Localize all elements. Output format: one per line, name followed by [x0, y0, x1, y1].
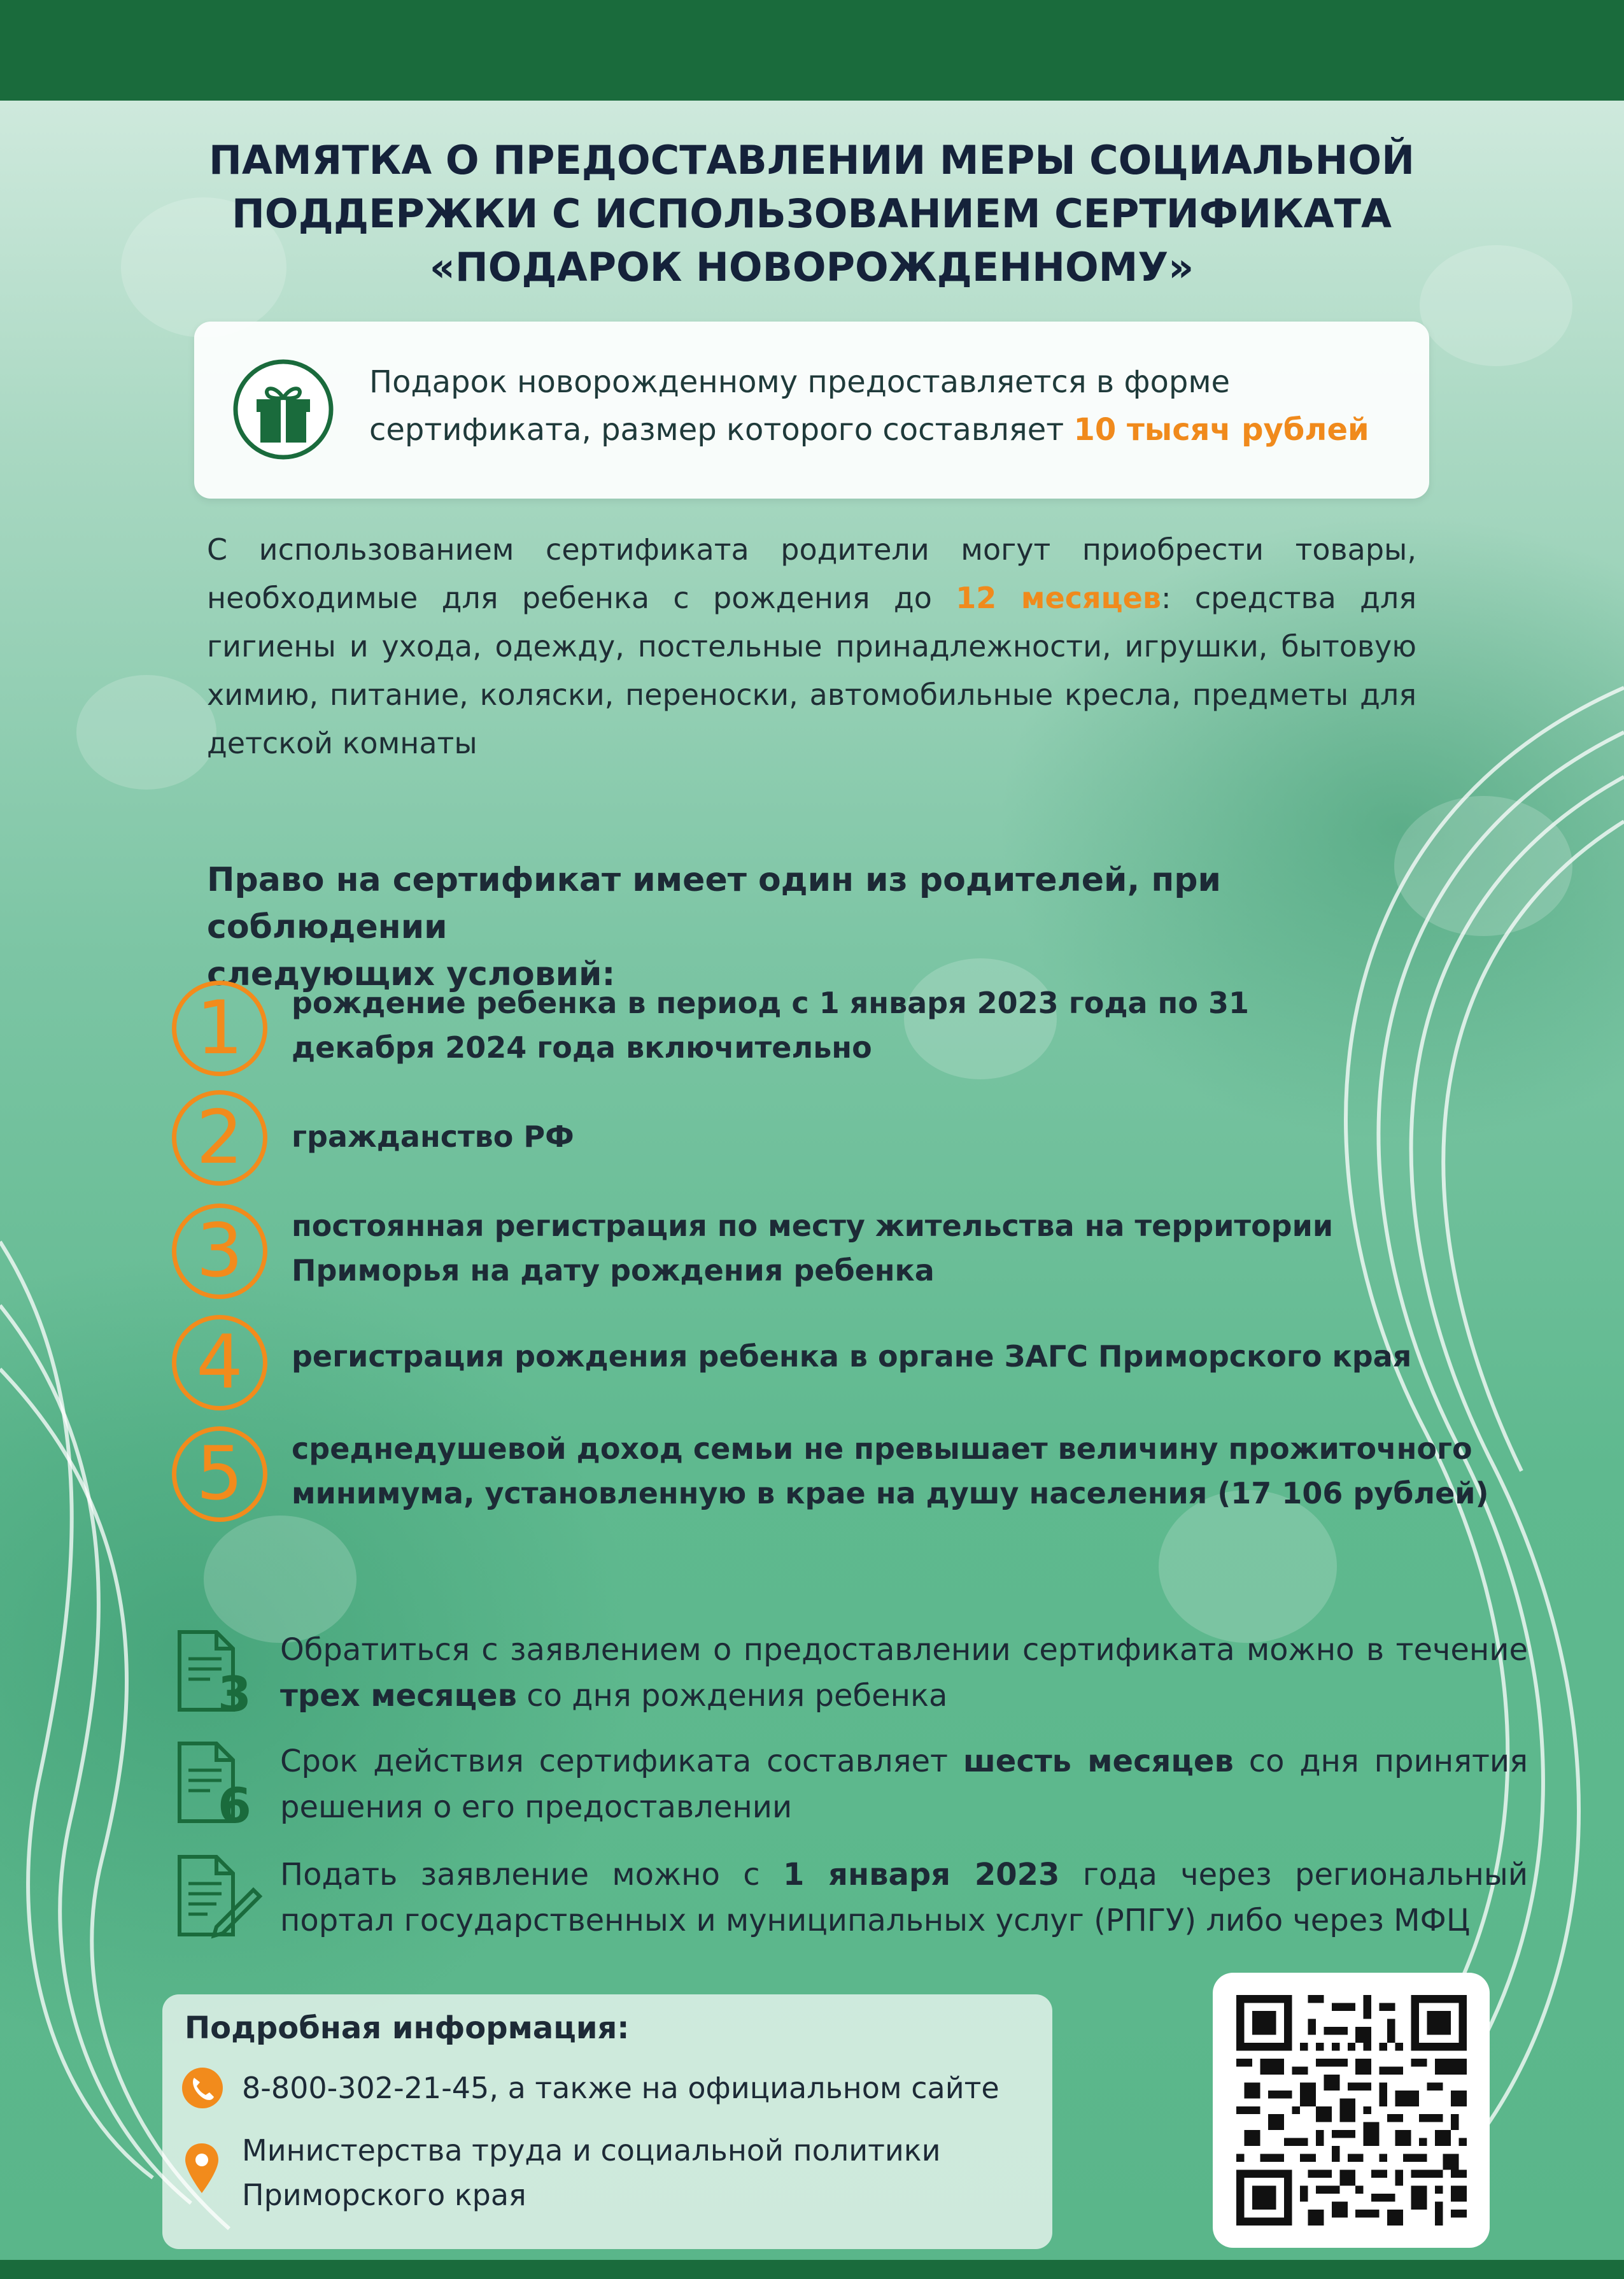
ministry-line-2: Приморского края	[242, 2178, 526, 2212]
ministry-text	[242, 2128, 940, 2217]
condition-number-badge: 5	[172, 1426, 267, 1522]
document-6-icon	[172, 1738, 267, 1828]
note-text-post: со дня принятия решения о его предоставлении	[280, 1743, 1528, 1825]
conditions-heading-line-1: Право на сертификат имеет один из родителей, при соблюдении	[207, 861, 1221, 946]
gift-amount: 10 тысяч рублей	[1073, 412, 1369, 448]
gift-line-1: Подарок новорожденному предоставляется в форме	[369, 364, 1231, 400]
location-pin-icon	[184, 2142, 220, 2194]
note-text	[280, 1852, 1528, 1943]
note-text-pre: Обратиться с заявлением о предоставлении сертификата можно в течение	[280, 1632, 1528, 1668]
intro-part-2: : средства для гигиены и ухода, одежду, постельные принадлежности, игрушки, бытовую химию, питание, коляски, переноски, автомобильные кресла, предметы для детской комнаты	[207, 581, 1416, 760]
contact-info-card	[162, 1994, 1052, 2249]
conditions-heading-line-2: следующих условий:	[207, 955, 616, 993]
condition-number-badge: 1	[172, 981, 267, 1076]
condition-line-2: минимума, установленную в крае на душу населения (17 106 рублей)	[292, 1476, 1489, 1510]
page-title	[127, 134, 1496, 294]
condition-line-1: рождение ребенка в период с 1 января 2023 года по 31	[292, 986, 1249, 1020]
note-text-bold: трех месяцев	[280, 1678, 517, 1714]
document-3-icon	[172, 1627, 267, 1716]
note-text-post: года через региональный портал государственных и муниципальных услуг (РПГУ) либо через МФЦ	[280, 1857, 1529, 1938]
title-line-2: ПОДДЕРЖКИ С ИСПОЛЬЗОВАНИЕМ СЕРТИФИКАТА	[232, 190, 1392, 237]
gift-line-2: сертификата, размер которого составляет	[369, 412, 1064, 448]
gift-card-text	[369, 359, 1413, 454]
note-text-bold: шесть месяцев	[963, 1743, 1234, 1779]
condition-number-badge: 3	[172, 1203, 267, 1299]
title-line-1: ПАМЯТКА О ПРЕДОСТАВЛЕНИИ МЕРЫ СОЦИАЛЬНОЙ	[208, 137, 1415, 183]
condition-line-1: среднедушевой доход семьи не превышает величину прожиточного	[292, 1431, 1472, 1466]
phone-text[interactable]: 8-800-302-21-45, а также на официальном сайте	[242, 2071, 999, 2105]
ministry-line-1: Министерства труда и социальной политики	[242, 2133, 941, 2168]
document-badge-number: 6	[218, 1777, 251, 1828]
conditions-heading	[207, 856, 1455, 998]
condition-line-2: Приморья на дату рождения ребенка	[292, 1253, 935, 1288]
condition-line-1: гражданство РФ	[292, 1119, 574, 1154]
contact-info-title: Подробная информация:	[185, 2010, 630, 2046]
condition-line-2: декабря 2024 года включительно	[292, 1030, 872, 1065]
condition-number-badge: 2	[172, 1090, 267, 1186]
condition-line-1: регистрация рождения ребенка в органе ЗАГС Приморского края	[292, 1339, 1412, 1374]
title-line-3: «ПОДАРОК НОВОРОЖДЕННОМУ»	[429, 244, 1194, 290]
note-text-bold: 1 января 2023	[782, 1857, 1060, 1892]
qr-code[interactable]	[1236, 1995, 1467, 2226]
intro-paragraph	[207, 525, 1416, 767]
note-text-post: со дня рождения ребенка	[526, 1678, 948, 1714]
gift-icon	[232, 359, 334, 460]
phone-icon	[181, 2067, 223, 2109]
gift-info-card	[194, 322, 1429, 499]
condition-text	[292, 981, 1565, 1070]
note-text-pre: Подать заявление можно с	[280, 1857, 760, 1892]
condition-text	[292, 1426, 1565, 1516]
document-pen-icon	[172, 1852, 267, 1941]
note-text	[280, 1738, 1528, 1830]
qr-code-card[interactable]	[1213, 1973, 1490, 2248]
document-badge-number: 3	[218, 1666, 251, 1716]
condition-text	[292, 1203, 1565, 1293]
note-text-pre: Срок действия сертификата составляет	[280, 1743, 948, 1779]
intro-part-1: С использованием сертификата родители могут приобрести товары, необходимые для ребенка с рождения до	[207, 532, 1416, 615]
condition-text	[292, 1114, 1565, 1159]
condition-line-1: постоянная регистрация по месту жительства на территории	[292, 1209, 1334, 1243]
intro-age-highlight: 12 месяцев	[956, 581, 1161, 615]
condition-number-badge: 4	[172, 1315, 267, 1410]
condition-text	[292, 1334, 1565, 1379]
note-text	[280, 1627, 1528, 1719]
